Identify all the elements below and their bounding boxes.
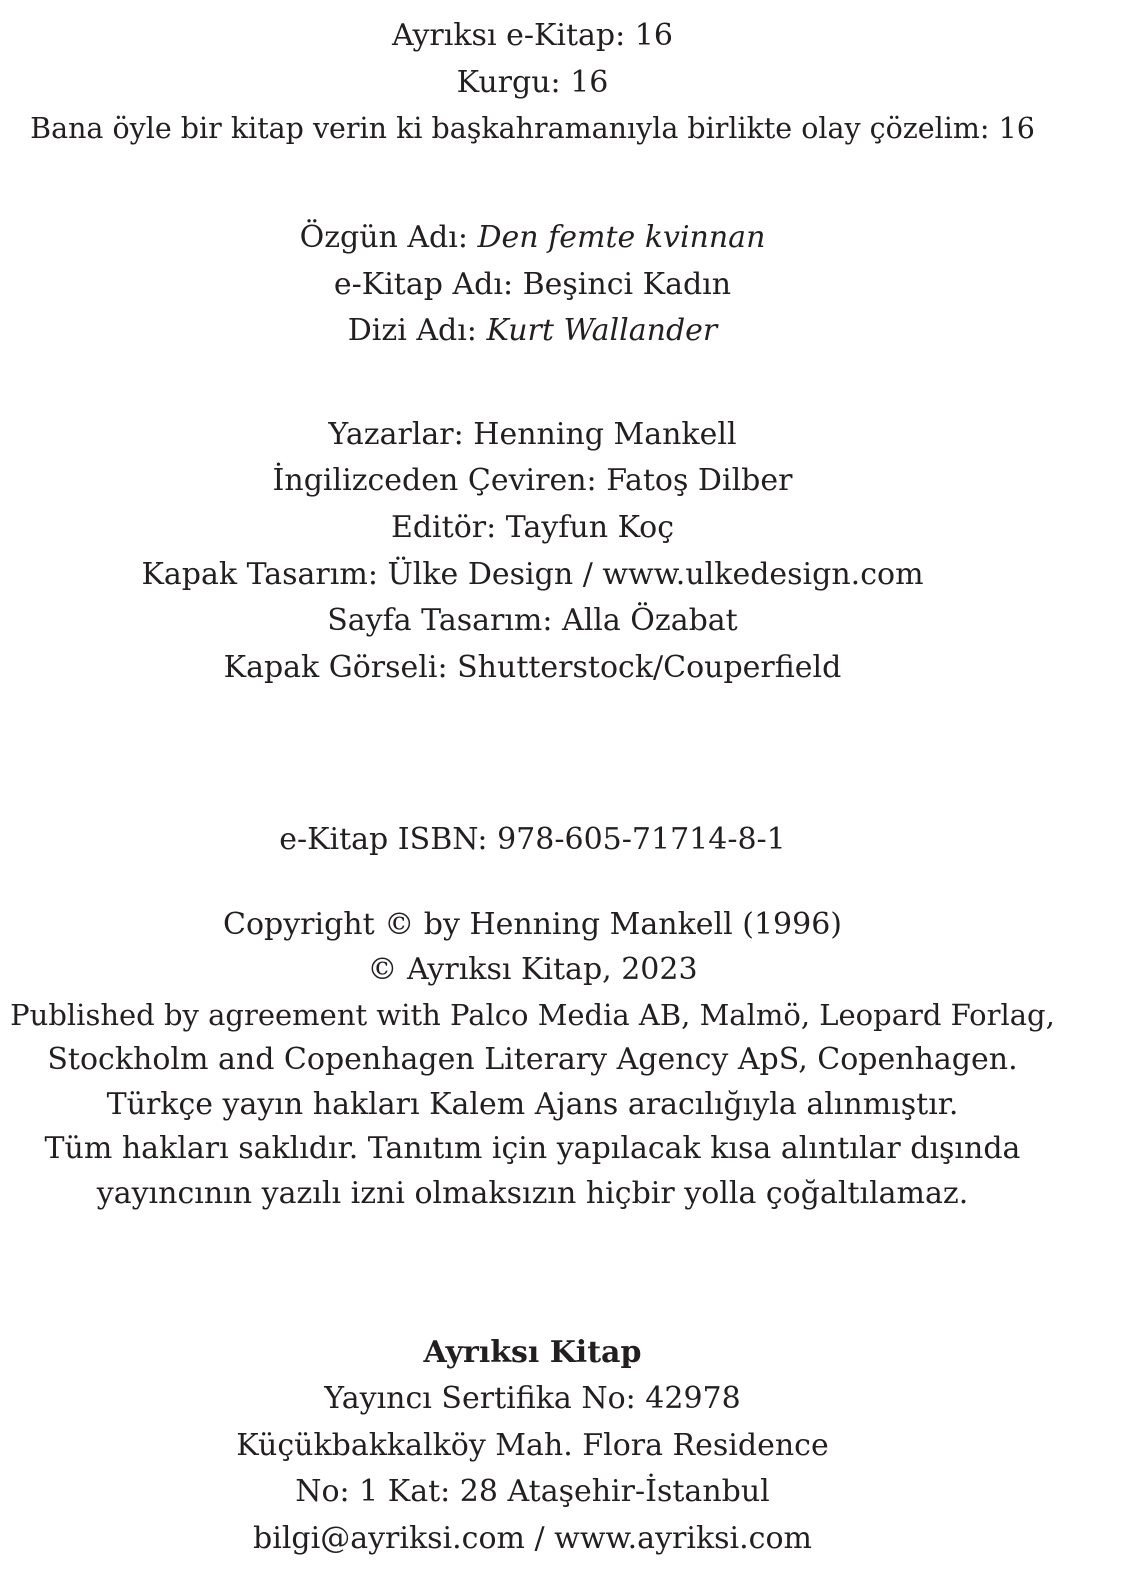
cover-design-line bbox=[0, 556, 1065, 594]
genre-count-line bbox=[0, 64, 1065, 102]
cover-image-label: Kapak Görseli: bbox=[223, 650, 448, 685]
imprint-count-value: 16 bbox=[634, 18, 673, 53]
imprint-count-line bbox=[0, 17, 1065, 55]
isbn-label: e-Kitap ISBN: bbox=[279, 822, 488, 857]
translator-line bbox=[0, 462, 1065, 500]
series-title-value: Kurt Wallander bbox=[486, 313, 718, 348]
editor-value: Tayfun Koç bbox=[505, 510, 675, 545]
subseries-count-label: Bana öyle bir kitap verin ki başkahramanıyla birlikte olay çözelim: bbox=[30, 112, 990, 145]
translator-label: İngilizceden Çeviren: bbox=[272, 463, 597, 498]
author-label: Yazarlar: bbox=[328, 417, 464, 452]
publisher-certificate: Yayıncı Sertifika No: 42978 bbox=[324, 1381, 741, 1416]
page-design-value: Alla Özabat bbox=[562, 603, 738, 638]
publisher-address-line2: No: 1 Kat: 28 Ataşehir-İstanbul bbox=[295, 1474, 770, 1509]
publisher-address-line1: Küçükbakkalköy Mah. Flora Residence bbox=[236, 1428, 829, 1463]
copyright-line: © Ayrıksı Kitap, 2023 bbox=[367, 952, 698, 987]
genre-count-value: 16 bbox=[570, 65, 609, 100]
ebook-title-value: Beşinci Kadın bbox=[522, 267, 732, 302]
original-title-label: Özgün Adı: bbox=[299, 220, 468, 255]
copyright-line: Published by agreement with Palco Media AB, Malmö, Leopard Forlag, bbox=[10, 998, 1055, 1032]
author-line bbox=[0, 416, 1065, 454]
translator-value: Fatoş Dilber bbox=[606, 463, 793, 498]
ebook-title-label: e-Kitap Adı: bbox=[333, 267, 514, 302]
isbn-line bbox=[0, 821, 1065, 859]
genre-count-label: Kurgu: bbox=[456, 65, 561, 100]
copyright-line: Copyright © by Henning Mankell (1996) bbox=[223, 907, 842, 942]
series-title-line bbox=[0, 312, 1065, 350]
author-value: Henning Mankell bbox=[473, 417, 737, 452]
page-design-line bbox=[0, 602, 1065, 640]
subseries-count-value: 16 bbox=[998, 112, 1035, 145]
copyright-line: Türkçe yayın hakları Kalem Ajans aracılığıyla alınmıştır. bbox=[106, 1087, 959, 1122]
series-title-label: Dizi Adı: bbox=[347, 313, 477, 348]
isbn-value: 978-605-71714-8-1 bbox=[497, 822, 786, 857]
imprint-count-label: Ayrıksı e-Kitap: bbox=[392, 18, 626, 53]
copyright-line: yayıncının yazılı izni olmaksızın hiçbir yolla çoğaltılamaz. bbox=[96, 1176, 969, 1211]
subseries-count-line bbox=[0, 110, 1065, 148]
copyright-line: Stockholm and Copenhagen Literary Agency ApS, Copenhagen. bbox=[47, 1042, 1018, 1077]
page-design-label: Sayfa Tasarım: bbox=[327, 603, 553, 638]
cover-image-value: Shutterstock/Couperfield bbox=[457, 650, 842, 685]
editor-label: Editör: bbox=[390, 510, 497, 545]
original-title-value: Den femte kvinnan bbox=[477, 220, 766, 255]
original-title-line bbox=[0, 219, 1065, 257]
cover-design-value: Ülke Design / www.ulkedesign.com bbox=[387, 557, 924, 592]
cover-image-line bbox=[0, 649, 1065, 687]
editor-line bbox=[0, 509, 1065, 547]
ebook-title-line bbox=[0, 266, 1065, 304]
cover-design-label: Kapak Tasarım: bbox=[141, 557, 378, 592]
copyright-line: Tüm hakları saklıdır. Tanıtım için yapılacak kısa alıntılar dışında bbox=[44, 1131, 1021, 1166]
publisher-name: Ayrıksı Kitap bbox=[423, 1335, 642, 1370]
publisher-contact: bilgi@ayriksi.com / www.ayriksi.com bbox=[253, 1521, 812, 1556]
